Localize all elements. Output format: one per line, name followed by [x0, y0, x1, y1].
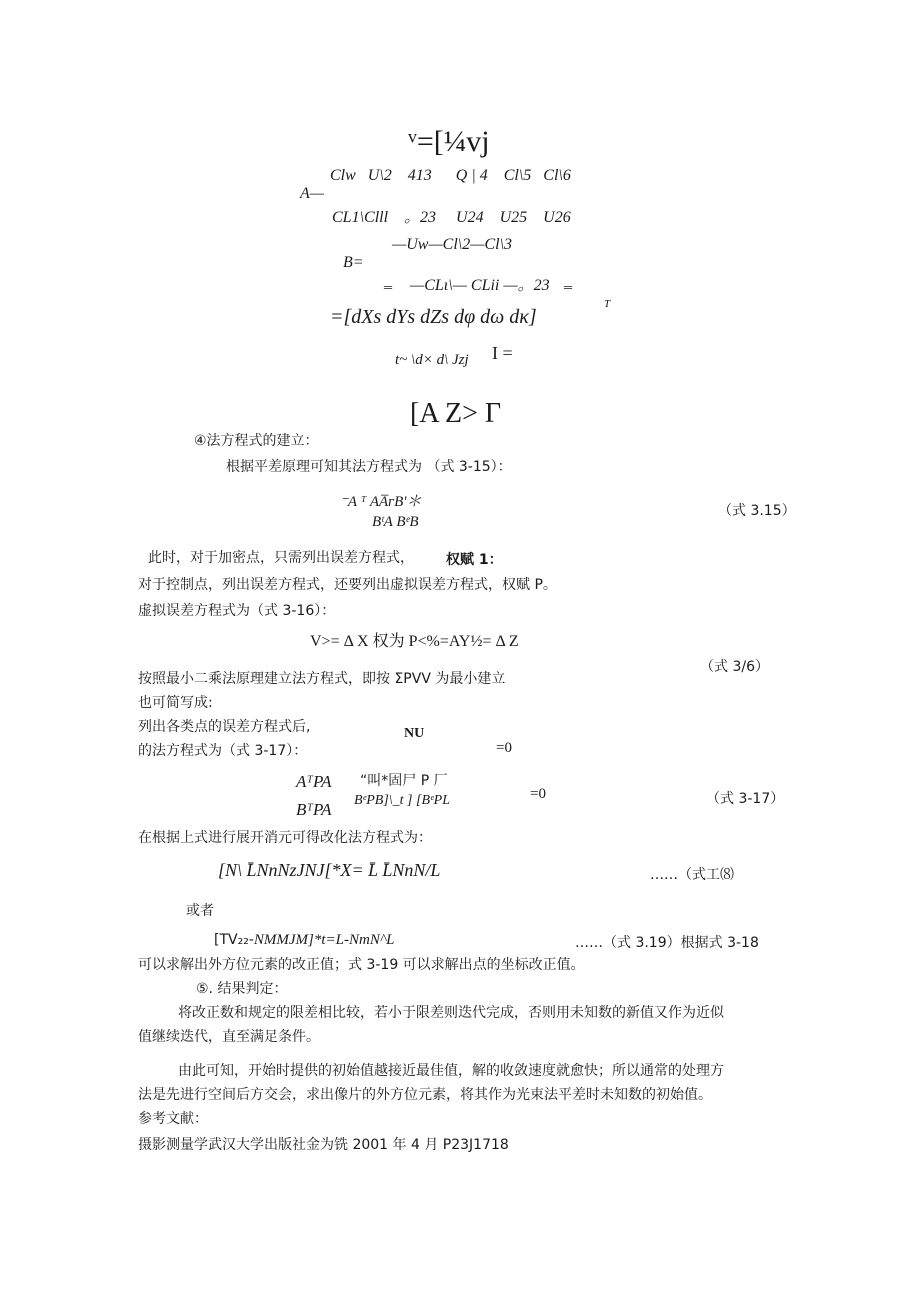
equals-zero-2: =0 — [530, 786, 546, 802]
body-line-solve: 可以求解出外方位元素的改正值；式 3-19 可以求解出点的坐标改正值。 — [138, 957, 585, 973]
body-line-or: 或者 — [186, 903, 214, 919]
section-5-title: ⑤. 结果判定： — [196, 981, 288, 997]
body-line-dense-points: 此时，对于加密点，只需列出误差方程式， — [148, 550, 414, 566]
body-line-short-form: 也可简写成: — [138, 695, 213, 711]
equation-tag-317: （式 3-17） — [706, 791, 785, 807]
dx-vector: =[dXs dYs dZs dφ dω dκ] — [330, 306, 537, 328]
virtual-error-equation: V>= Δ X 权为 P<%=AY½= Δ Z — [310, 633, 519, 650]
eq-319-part-1: [TV₂₂- — [214, 932, 254, 948]
section-4-intro: 根据平差原理可知其法方程式为 （式 3-15）： — [226, 459, 512, 475]
v-equation: ᵛ=[¼vj — [408, 125, 490, 158]
body-line-control-points: 对于控制点，列出误差方程式，还要列出虚拟误差方程式，权赋 P。 — [138, 577, 557, 593]
az-equation: [A Z> Γ — [410, 398, 502, 429]
eq-319 — [214, 932, 395, 949]
equation-tag-315: （式 3.15） — [718, 503, 796, 519]
body-line-weight: 权赋 1： — [446, 552, 503, 568]
equation-tag-316: （式 3/6） — [700, 659, 769, 675]
nu-label: NU — [404, 726, 425, 741]
body-line-virtual-title: 虚拟误差方程式为（式 3-16）： — [138, 603, 336, 619]
references-title: 参考文献： — [138, 1111, 208, 1127]
body-line-least-squares: 按照最小二乘法原理建立法方程式，即按 ΣPVV 为最小建立 — [138, 671, 506, 687]
eq-317-middle-1: “叫*固尸 P 厂 — [360, 773, 448, 789]
reference-item-1: 摄影测量学武汉大学出版社金为铣 2001 年 4 月 P23J1718 — [138, 1137, 509, 1153]
normal-eq-315-row-2: BᵗA BᵉB — [372, 514, 419, 530]
matrix-b-bar-right: ‗ — [564, 272, 572, 289]
t-equation-rhs: I = — [492, 343, 513, 363]
matrix-a-row-1: Clw U\2 413 Q | 4 Cl\5 Cl\6 — [330, 167, 571, 184]
section-5-para-2-line-1: 由此可知，开始时提供的初始值越接近最佳值，解的收敛速度就愈快；所以通常的处理方 — [178, 1063, 724, 1079]
body-line-list-points: 列出各类点的误差方程式后, — [138, 719, 311, 735]
t-equation: t~ \d× d\ Jzj — [395, 352, 469, 368]
equation-tag-319: ……（式 3.19）根据式 3-18 — [575, 935, 759, 951]
normal-eq-315-row-1: ⁻A ᵀ AA̅ᴦB'＊ — [340, 494, 422, 510]
eq-317-row-2: BᵀPA — [296, 800, 332, 819]
equation-tag-318: ……（式工⑻ — [650, 867, 734, 883]
section-5-para-1-line-2: 值继续迭代，直至满足条件。 — [138, 1029, 320, 1045]
section-4-title: ④法方程式的建立： — [194, 433, 319, 449]
body-line-normal-eq-317: 的法方程式为（式 3-17）： — [138, 743, 308, 759]
dx-vector-transpose: T — [604, 298, 611, 310]
eq-317-middle-2: BᵉPB]\_t ] [BᵉPL — [354, 793, 451, 808]
matrix-b-bar-left: ‗ — [384, 272, 392, 289]
eq-319-part-3: NmN^L — [349, 932, 395, 948]
matrix-a-label: A— — [300, 185, 324, 202]
matrix-b-row-1: —Uw—Cl\2—Cl\3 — [392, 236, 513, 253]
matrix-a-row-2: CL1\Clll 。23 U24 U25 U26 — [332, 209, 571, 226]
section-5-para-1-line-1: 将改正数和规定的限差相比较，若小于限差则迭代完成，否则用未知数的新值又作为近似 — [178, 1005, 724, 1021]
equals-zero-1: =0 — [496, 740, 512, 756]
section-5-para-2-line-2: 法是先进行空间后方交会，求出像片的外方位元素，将其作为光束法平差时未知数的初始值。 — [138, 1087, 712, 1103]
eq-319-part-2: NMMJM]*t=L- — [253, 932, 349, 948]
eq-318: [N\ L̄NnNzJNJ[*X= L̄ L̄NnN/L — [218, 860, 441, 880]
body-line-reduced: 在根据上式进行展开消元可得改化法方程式为： — [138, 830, 432, 846]
matrix-b-row-2: —CLι\— CLii —。23 — [410, 277, 550, 294]
eq-317-row-1: AᵀPA — [296, 772, 332, 791]
matrix-b-label: B= — [343, 254, 364, 271]
